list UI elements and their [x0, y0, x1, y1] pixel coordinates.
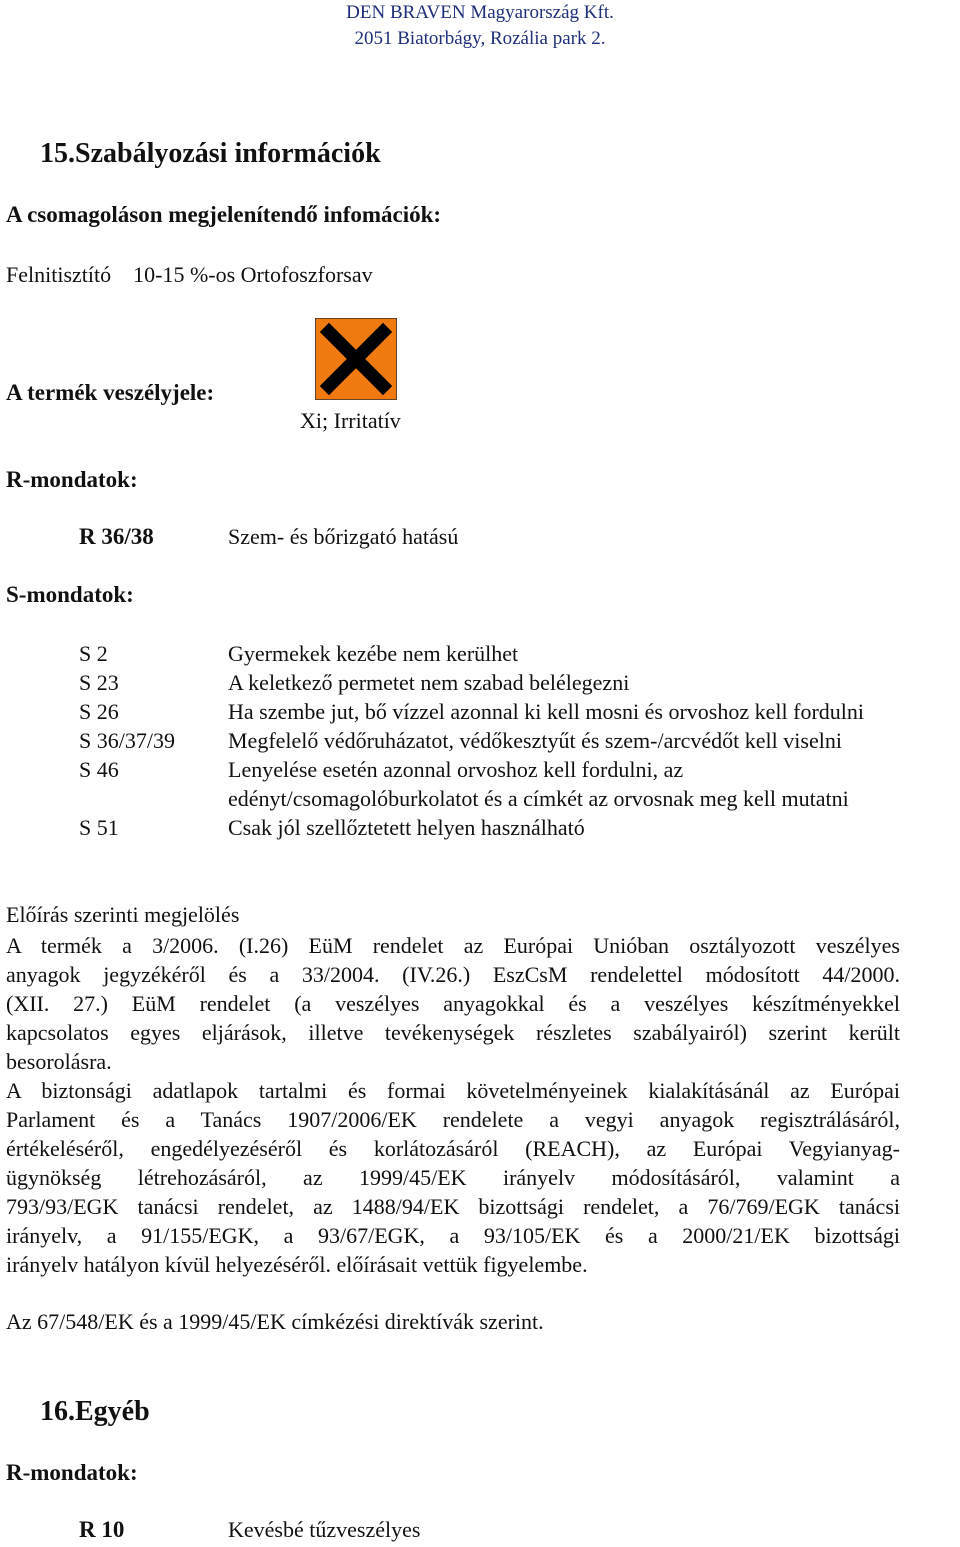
- s-phrase-text: A keletkező permetet nem szabad belélegezni: [228, 670, 630, 695]
- regulation-line: kapcsolatos egyes eljárások, illetve tevékenységek részletes szabályairól) szerint került: [6, 1020, 900, 1045]
- irritant-hazard-icon: [315, 318, 397, 400]
- r-phrases-title-16: R-mondatok:: [6, 1460, 138, 1485]
- reach-line: irányelv, a 91/155/EGK, a 93/67/EGK, a 93/105/EK és a 2000/21/EK bizottsági: [6, 1223, 900, 1248]
- regulation-line: besorolásra.: [6, 1049, 112, 1074]
- s-phrase-code: S 46: [79, 757, 119, 782]
- reach-line: 793/93/EGK tanácsi rendelet, az 1488/94/EK bizottsági rendelet, a 76/769/EGK tanácsi: [6, 1194, 900, 1219]
- r-phrase-text: Szem- és bőrizgató hatású: [228, 524, 459, 549]
- s-phrase-text: Csak jól szellőztetett helyen használható: [228, 815, 585, 840]
- reach-line: értékeléséről, engedélyezéséről és korlátozásáról (REACH), az Európai Vegyianyag-: [6, 1136, 900, 1161]
- section-15-title: 15.Szabályozási információk: [40, 138, 381, 169]
- reach-line: irányelv hatályon kívül helyezéséről. előírásait vettük figyelembe.: [6, 1252, 588, 1277]
- s-phrases-title: S-mondatok:: [6, 582, 134, 607]
- s-phrase-code: S 26: [79, 699, 119, 724]
- reach-line: ügynökség létrehozásáról, az 1999/45/EK irányelv módosításáról, valamint a: [6, 1165, 900, 1190]
- reach-line: Parlament és a Tanács 1907/2006/EK rendelete a vegyi anyagok regisztrálásáról,: [6, 1107, 900, 1132]
- s-phrase-text-continued: edényt/csomagolóburkolatot és a címkét az orvosnak meg kell mutatni: [228, 786, 849, 811]
- r-phrases-title: R-mondatok:: [6, 467, 138, 492]
- s-phrase-code: S 2: [79, 641, 108, 666]
- s-phrase-code: S 36/37/39: [79, 728, 175, 753]
- company-name: DEN BRAVEN Magyarország Kft.: [346, 2, 614, 23]
- section-16-title: 16.Egyéb: [40, 1396, 150, 1427]
- hazard-symbol-text: Xi; Irritatív: [300, 408, 401, 433]
- regulation-paragraph: [6, 931, 900, 1076]
- s-phrase-code: S 51: [79, 815, 119, 840]
- company-address: 2051 Biatorbágy, Rozália park 2.: [354, 28, 606, 49]
- r-phrase-code: R 36/38: [79, 524, 154, 549]
- packaging-label: A csomagoláson megjelenítendő infomációk:: [6, 202, 442, 227]
- reach-line: A biztonsági adatlapok tartalmi és formai követelményeinek kialakításánál az Európai: [6, 1078, 900, 1103]
- s-phrase-text: Ha szembe jut, bő vízzel azonnal ki kell mosni és orvoshoz kell fordulni: [228, 699, 865, 724]
- directive-note: Az 67/548/EK és a 1999/45/EK címkézési direktívák szerint.: [6, 1309, 544, 1334]
- hazard-label: A termék veszélyjele:: [6, 380, 215, 405]
- s-phrase-text: Lenyelése esetén azonnal orvoshoz kell fordulni, az: [228, 757, 684, 782]
- regulation-line: A termék a 3/2006. (I.26) EüM rendelet az Európai Unióban osztályozott veszélyes: [6, 933, 900, 958]
- reach-paragraph: [6, 1076, 900, 1279]
- regulation-line: anyagok jegyzékéről és a 33/2004. (IV.26.) EszCsM rendelettel módosított 44/2000.: [6, 962, 900, 987]
- s-phrase-code: S 23: [79, 670, 119, 695]
- r-phrase-code: R 10: [79, 1517, 125, 1542]
- regulation-heading: Előírás szerinti megjelölés: [6, 902, 240, 927]
- s-phrase-text: Megfelelő védőruházatot, védőkesztyűt és szem-/arcvédőt kell viselni: [228, 728, 842, 753]
- product-name: Felnitisztító 10-15 %-os Ortofoszforsav: [6, 262, 373, 287]
- regulation-line: (XII. 27.) EüM rendelet (a veszélyes anyagokkal és a veszélyes készítményekkel: [6, 991, 900, 1016]
- r-phrase-text: Kevésbé tűzveszélyes: [228, 1517, 421, 1542]
- s-phrase-text: Gyermekek kezébe nem kerülhet: [228, 641, 519, 666]
